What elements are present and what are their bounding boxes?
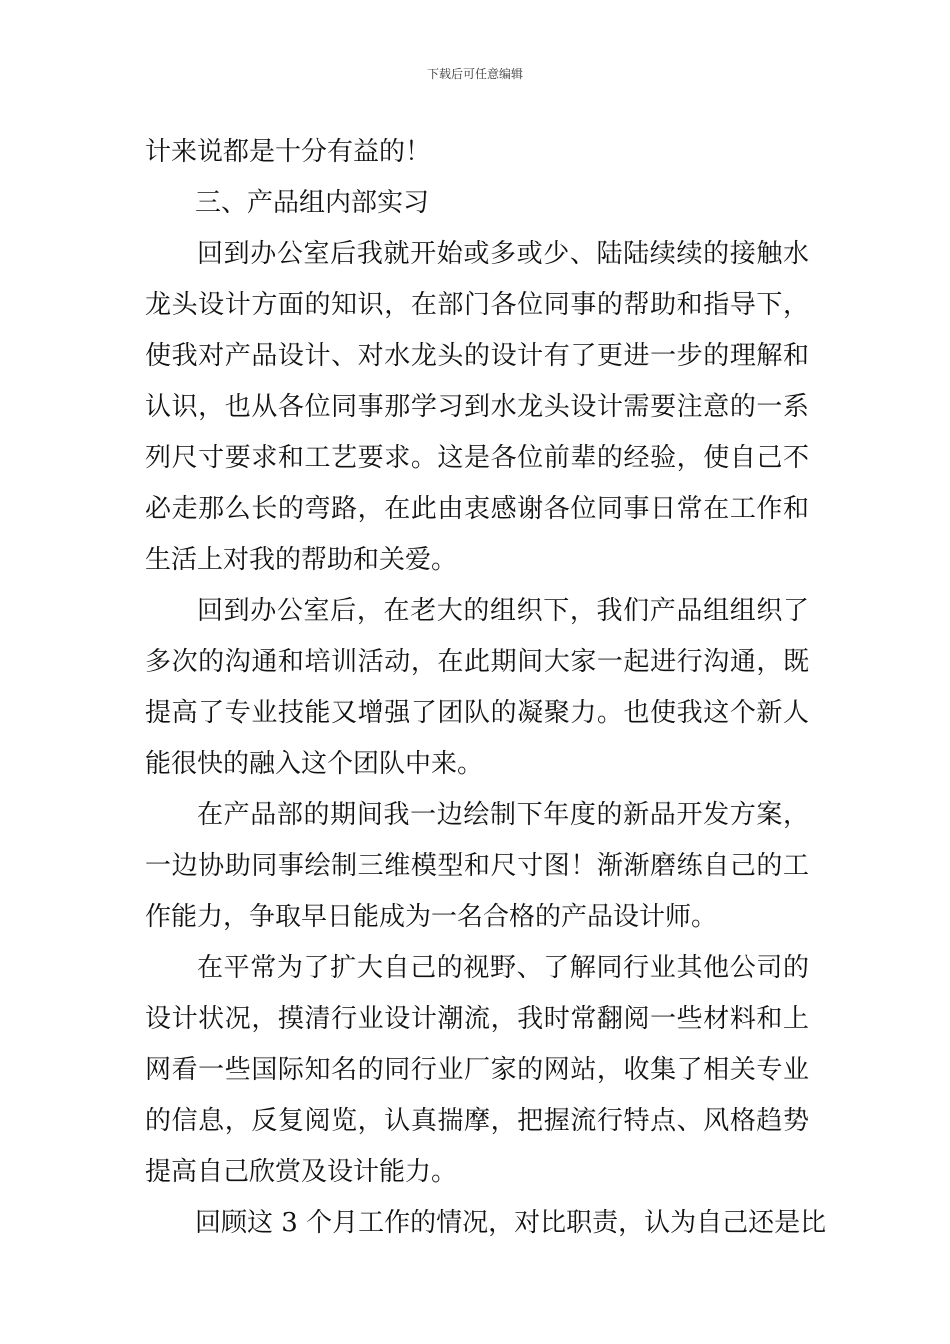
section-heading: 三、产品组内部实习 [195,188,430,218]
text-line: 多次的沟通和培训活动，在此期间大家一起进行沟通，既 [145,647,809,677]
text-line: 一边协助同事绘制三维模型和尺寸图！渐渐磨练自己的工 [145,851,809,881]
paragraph-first-line: 在平常为了扩大自己的视野、了解同行业其他公司的 [197,953,809,983]
text-line: 的信息，反复阅览，认真揣摩，把握流行特点、风格趋势 [145,1106,809,1136]
text-line: 网看一些国际知名的同行业厂家的网站，收集了相关专业 [145,1055,809,1085]
text-line: 必走那么长的弯路，在此由衷感谢各位同事日常在工作和 [145,494,809,524]
page-header: 下载后可任意编辑 [426,67,523,81]
text-line: 设计状况，摸清行业设计潮流，我时常翻阅一些材料和上 [145,1004,809,1034]
text-line: 龙头设计方面的知识，在部门各位同事的帮助和指导下， [145,290,809,320]
paragraph-first-line: 回到办公室后，在老大的组织下，我们产品组组织了 [197,596,809,626]
text-line: 作能力，争取早日能成为一名合格的产品设计师。 [145,902,718,932]
text-line: 能很快的融入这个团队中来。 [145,749,484,779]
text-line: 计来说都是十分有益的！ [145,137,432,167]
paragraph-first-line: 在产品部的期间我一边绘制下年度的新品开发方案， [197,800,809,830]
text-line: 提高自己欣赏及设计能力。 [145,1157,458,1187]
text-line: 提高了专业技能又增强了团队的凝聚力。也使我这个新人 [145,698,809,728]
paragraph-first-line: 回顾这 3 个月工作的情况，对比职责，认为自己还是比 [195,1208,827,1238]
text-line: 列尺寸要求和工艺要求。这是各位前辈的经验，使自己不 [145,443,809,473]
document-body [145,127,827,1249]
text-line: 使我对产品设计、对水龙头的设计有了更进一步的理解和 [145,341,809,371]
text-line: 生活上对我的帮助和关爱。 [145,545,458,575]
text-line: 认识，也从各位同事那学习到水龙头设计需要注意的一系 [145,392,809,422]
paragraph-first-line: 回到办公室后我就开始或多或少、陆陆续续的接触水 [197,239,809,269]
